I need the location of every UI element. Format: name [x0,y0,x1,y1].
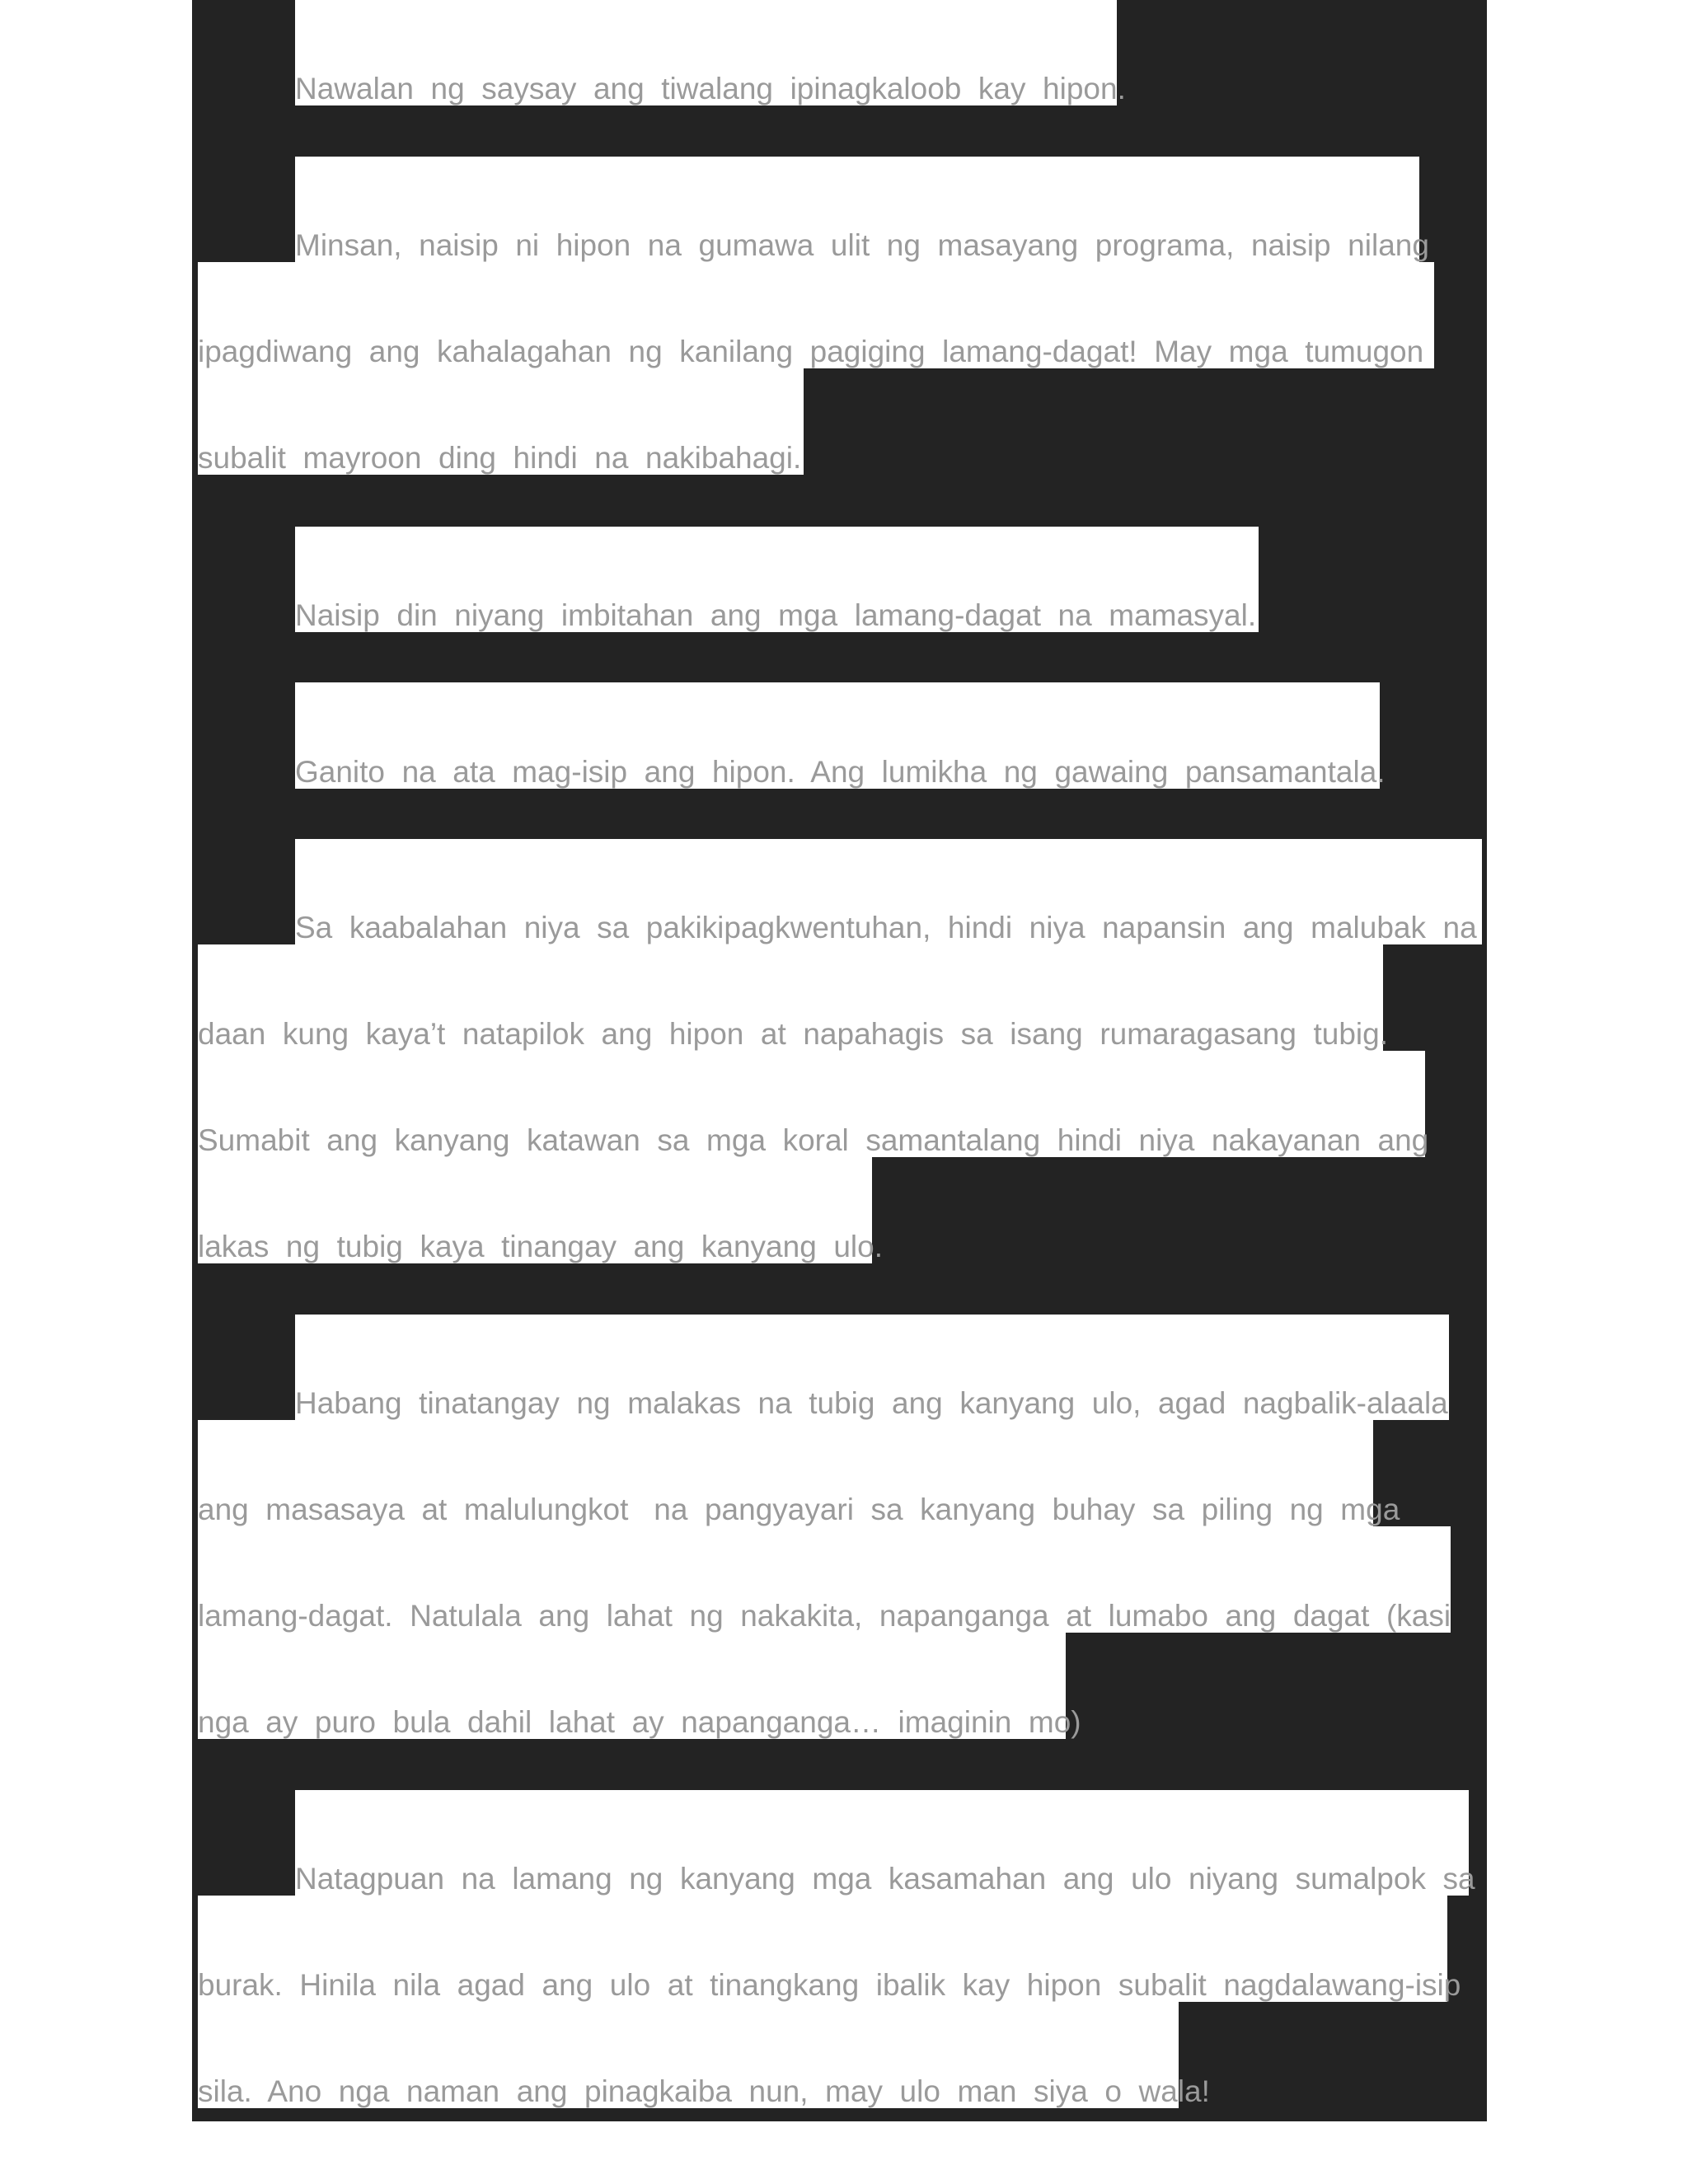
paragraph-line-gap [198,2002,1179,2075]
paragraph-line-gap [198,1157,872,1230]
paragraph-line-gap [198,1896,1447,1969]
paragraph-line: nga ay puro bula dahil lahat ay napanganga… imaginin mo) [198,1705,1081,1739]
paragraph-top-pad [295,1315,1449,1387]
paragraph-line: Naisip din niyang imbitahan ang mga lamang-dagat na mamasyal. [295,599,1259,632]
paragraph-line: lamang-dagat. Natulala ang lahat ng nakakita, napanganga at lumabo ang dagat (kasi [198,1599,1451,1633]
paragraph-line-gap [198,1420,1373,1493]
paragraph-top-pad [295,157,1419,229]
paragraph-top-pad [295,839,1482,912]
paragraph-line-gap [198,1526,1451,1600]
paragraph-line: Sumabit ang kanyang katawan sa mga koral samantalang hindi niya nakayanan ang [198,1123,1429,1157]
paragraph-top-pad [295,0,1117,73]
paragraph-top-pad [295,682,1380,756]
paragraph-line: daan kung kaya’t natapilok ang hipon at napahagis sa isang rumaragasang tubig. [198,1017,1388,1051]
paragraph-line: Natagpuan na lamang ng kanyang mga kasamahan ang ulo niyang sumalpok sa [295,1862,1475,1896]
paragraph-line-gap [198,1633,1066,1706]
paragraph-line: sila. Ano nga naman ang pinagkaiba nun, may ulo man siya o wala! [198,2074,1210,2108]
paragraph-line: Minsan, naisip ni hipon na gumawa ulit ng masayang programa, naisip nilang [295,228,1429,262]
paragraph-line: ipagdiwang ang kahalagahan ng kanilang pagiging lamang-dagat! May mga tumugon [198,335,1434,368]
paragraph-line: Nawalan ng saysay ang tiwalang ipinagkaloob kay hipon. [295,72,1126,105]
paragraph-line: ang masasaya at malulungkot na pangyayari sa kanyang buhay sa piling ng mga [198,1493,1400,1526]
paragraph-line: lakas ng tubig kaya tinangay ang kanyang ulo. [198,1230,884,1263]
paragraph-line: burak. Hinila nila agad ang ulo at tinangkang ibalik kay hipon subalit nagdalawang-isip [198,1968,1461,2002]
paragraph-line: subalit mayroon ding hindi na nakibahagi. [198,442,804,475]
paragraph-line-gap [198,262,1434,335]
paragraph-line: Sa kaabalahan niya sa pakikipagkwentuhan, hindi niya napansin ang malubak na [295,912,1482,944]
paragraph-line: Ganito na ata mag-isip ang hipon. Ang lumikha ng gawaing pansamantala. [295,755,1386,789]
paragraph-line-gap [198,368,804,442]
paragraph-top-pad [295,527,1259,599]
paragraph-top-pad [295,1790,1469,1863]
paragraph-line: Habang tinatangay ng malakas na tubig ang kanyang ulo, agad nagbalik-alaala [295,1386,1448,1420]
paragraph-line-gap [198,944,1383,1018]
paragraph-line-gap [198,1051,1425,1124]
